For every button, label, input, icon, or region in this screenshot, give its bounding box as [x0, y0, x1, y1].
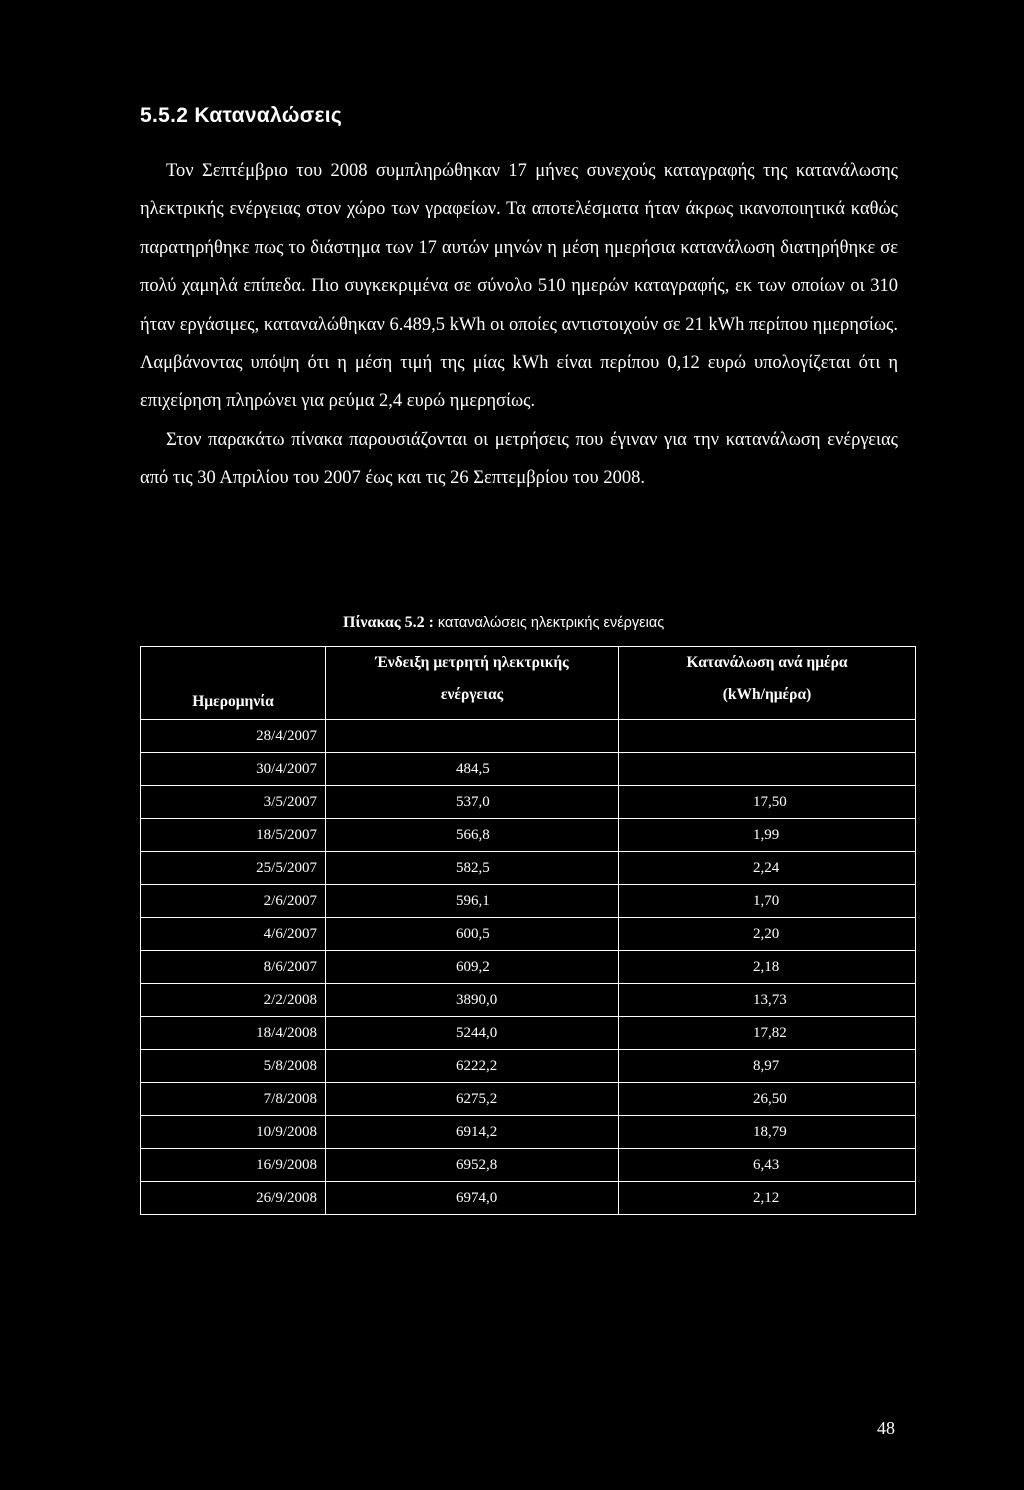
table-row: [141, 1116, 916, 1149]
cell-consumption: [619, 753, 916, 786]
table-row: [141, 753, 916, 786]
cell-meter: 537,0: [326, 786, 619, 819]
cell-consumption: 1,70: [619, 885, 916, 918]
cell-consumption: [619, 720, 916, 753]
cell-date: 5/8/2008: [141, 1050, 326, 1083]
header-date: [141, 647, 326, 720]
cell-date: 8/6/2007: [141, 951, 326, 984]
body-text: [140, 152, 898, 498]
cell-meter: 6222,2: [326, 1050, 619, 1083]
cell-meter: 582,5: [326, 852, 619, 885]
cell-date: 26/9/2008: [141, 1182, 326, 1215]
header-consumption: [619, 647, 916, 720]
header-meter-line1: Ένδειξη μετρητή ηλεκτρικής: [375, 654, 569, 671]
cell-date: 30/4/2007: [141, 753, 326, 786]
table-caption: [343, 614, 664, 632]
table-caption-text: καταναλώσεις ηλεκτρικής ενέργειας: [437, 615, 665, 631]
header-meter-line2: ενέργειας: [440, 686, 504, 703]
cell-meter: [326, 720, 619, 753]
cell-consumption: 2,12: [619, 1182, 916, 1215]
header-cons-line1: Κατανάλωση ανά ημέρα: [686, 654, 848, 671]
table-row: [141, 852, 916, 885]
cell-meter: 6275,2: [326, 1083, 619, 1116]
table-header-row: [141, 647, 916, 720]
cell-date: 25/5/2007: [141, 852, 326, 885]
cell-consumption: 1,99: [619, 819, 916, 852]
table-row: [141, 819, 916, 852]
table-row: [141, 1050, 916, 1083]
cell-consumption: 8,97: [619, 1050, 916, 1083]
table-row: [141, 1017, 916, 1050]
cell-consumption: 18,79: [619, 1116, 916, 1149]
cell-date: 16/9/2008: [141, 1149, 326, 1182]
cell-meter: 3890,0: [326, 984, 619, 1017]
cell-meter: 609,2: [326, 951, 619, 984]
table-row: [141, 1083, 916, 1116]
table-row: [141, 786, 916, 819]
table-row: [141, 720, 916, 753]
cell-consumption: 17,82: [619, 1017, 916, 1050]
cell-meter: 566,8: [326, 819, 619, 852]
cell-meter: 484,5: [326, 753, 619, 786]
cell-date: 7/8/2008: [141, 1083, 326, 1116]
table-row: [141, 1182, 916, 1215]
cell-meter: 596,1: [326, 885, 619, 918]
header-date-label: Ημερομηνία: [192, 693, 274, 710]
cell-date: 2/6/2007: [141, 885, 326, 918]
cell-consumption: 26,50: [619, 1083, 916, 1116]
cell-meter: 6914,2: [326, 1116, 619, 1149]
table-caption-label: Πίνακας 5.2 :: [343, 614, 434, 631]
cell-date: 2/2/2008: [141, 984, 326, 1017]
cell-consumption: 2,24: [619, 852, 916, 885]
header-cons-line2: (kWh/ημέρα): [722, 686, 812, 703]
cell-date: 18/4/2008: [141, 1017, 326, 1050]
table-row: [141, 984, 916, 1017]
cell-date: 28/4/2007: [141, 720, 326, 753]
cell-meter: 600,5: [326, 918, 619, 951]
table-row: [141, 951, 916, 984]
cell-date: 3/5/2007: [141, 786, 326, 819]
page-number: 48: [877, 1418, 895, 1438]
cell-meter: 6952,8: [326, 1149, 619, 1182]
cell-consumption: 6,43: [619, 1149, 916, 1182]
table-row: [141, 1149, 916, 1182]
paragraph: Τον Σεπτέμβριο του 2008 συμπληρώθηκαν 17 μήνες συνεχούς καταγραφής της κατανάλωσης ηλεκτρικής ενέργειας στον χώρο των γραφείων. Τα αποτελέσματα ήταν άκρως ικανοποιητικά καθώς παρατηρήθηκε πως το διάστημα των 17 αυτών μηνών η μέση ημερήσια κατανάλωση διατηρήθηκε σε πολύ χαμηλά επίπεδα. Πιο συγκεκριμένα σε σύνολο 510 ημερών καταγραφής, εκ των οποίων οι 310 ήταν εργάσιμες, καταναλώθηκαν 6.489,5 kWh οι οποίες αντιστοιχούν σε 21 kWh περίπου ημερησίως. Λαμβάνοντας υπόψη ότι η μέση τιμή της μίας kWh είναι περίπου 0,12 ευρώ υπολογίζεται ότι η επιχείρηση πληρώνει για ρεύμα 2,4 ευρώ ημερησίως.: [140, 161, 898, 412]
cell-meter: 6974,0: [326, 1182, 619, 1215]
table-row: [141, 918, 916, 951]
table-row: [141, 885, 916, 918]
cell-meter: 5244,0: [326, 1017, 619, 1050]
cell-consumption: 2,18: [619, 951, 916, 984]
consumption-table: [140, 646, 916, 1215]
cell-consumption: 17,50: [619, 786, 916, 819]
header-meter: [326, 647, 619, 720]
cell-date: 18/5/2007: [141, 819, 326, 852]
cell-consumption: 2,20: [619, 918, 916, 951]
cell-date: 4/6/2007: [141, 918, 326, 951]
paragraph: Στον παρακάτω πίνακα παρουσιάζονται οι μετρήσεις που έγιναν για την κατανάλωση ενέργειας από τις 30 Απριλίου του 2007 έως και τις 26 Σεπτεμβρίου του 2008.: [140, 429, 898, 489]
cell-date: 10/9/2008: [141, 1116, 326, 1149]
cell-consumption: 13,73: [619, 984, 916, 1017]
section-heading: 5.5.2 Καταναλώσεις: [140, 104, 343, 127]
